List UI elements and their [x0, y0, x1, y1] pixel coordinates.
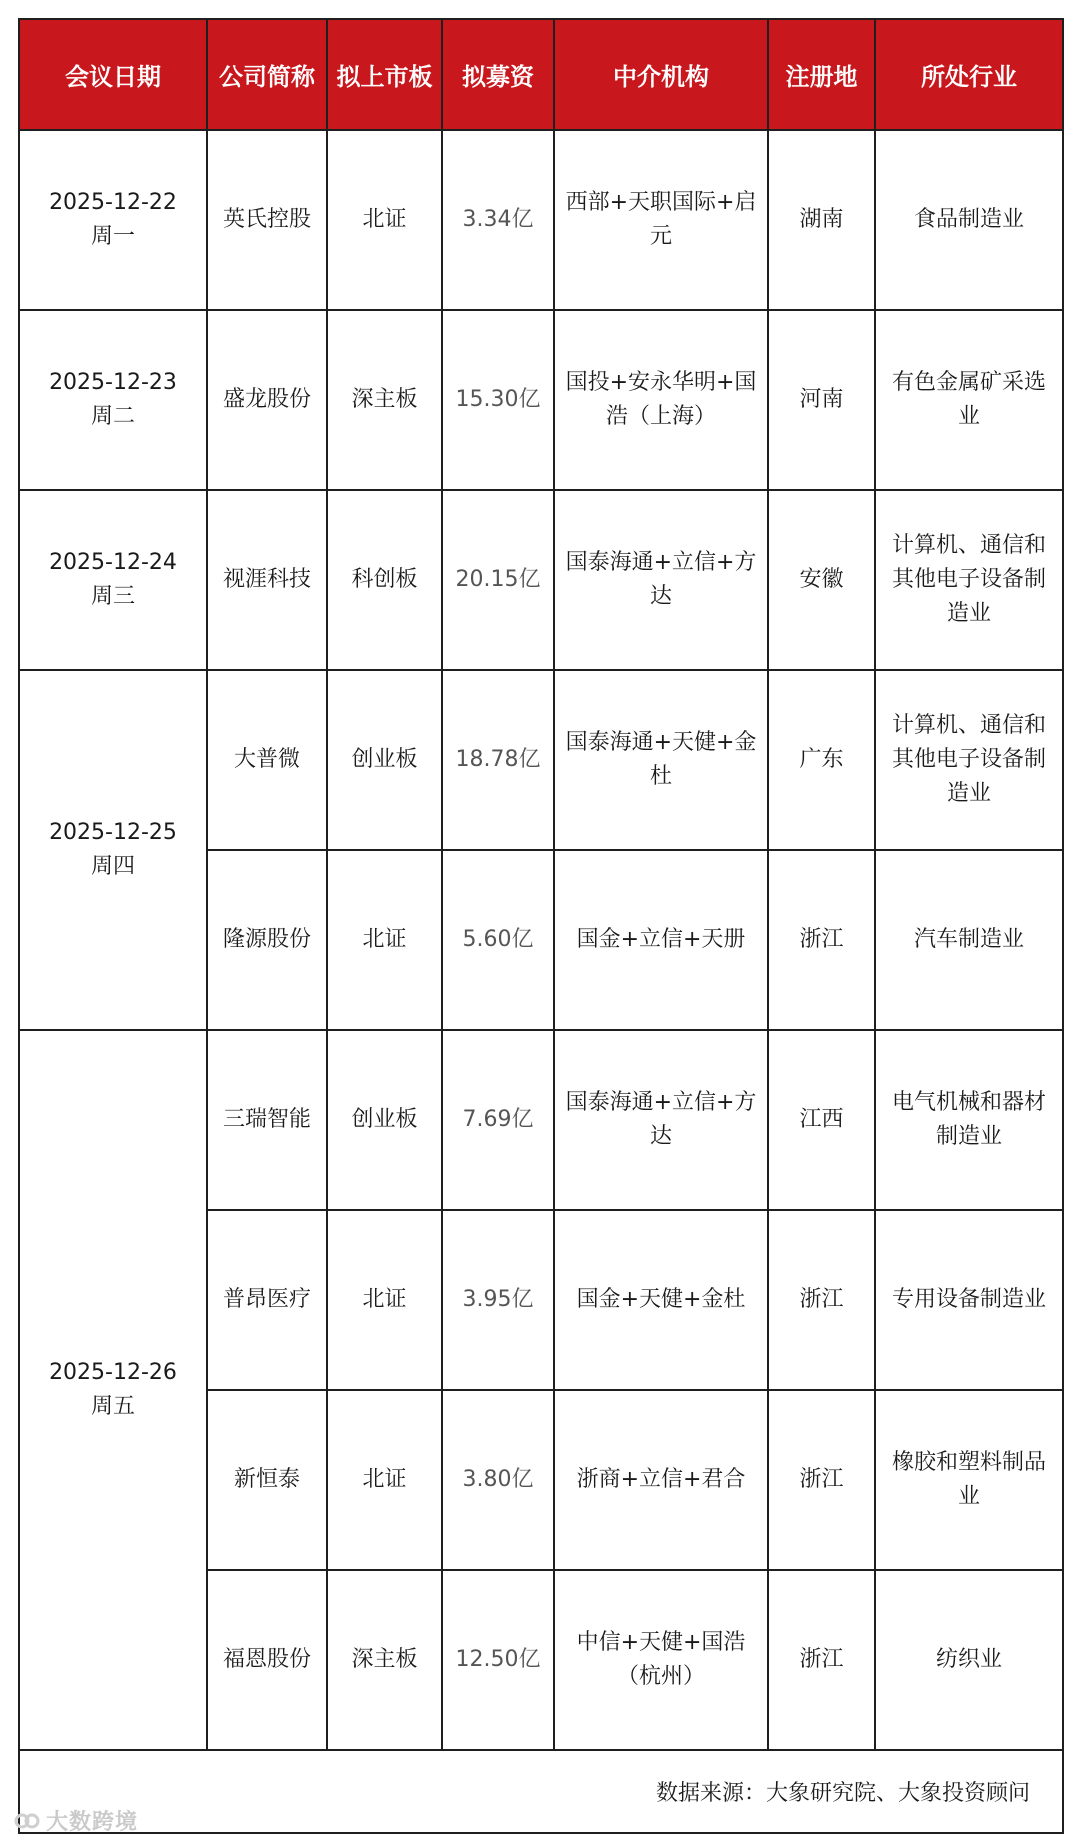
registered-region-cell: 浙江	[768, 850, 875, 1030]
fundraising-amount-cell: 3.34亿	[442, 130, 554, 310]
meeting-date: 2025-12-25	[49, 820, 177, 845]
table-row	[19, 670, 1063, 850]
fundraising-amount-cell: 12.50亿	[442, 1570, 554, 1750]
meeting-date-cell	[19, 310, 207, 490]
listing-board-cell: 北证	[327, 850, 442, 1030]
company-name-cell: 新恒泰	[207, 1390, 327, 1570]
watermark	[14, 1805, 138, 1836]
industry-cell: 橡胶和塑料制品业	[875, 1390, 1063, 1570]
industry-cell: 纺织业	[875, 1570, 1063, 1750]
company-name-cell: 英氏控股	[207, 130, 327, 310]
industry-cell: 汽车制造业	[875, 850, 1063, 1030]
intermediaries-cell: 国泰海通+天健+金杜	[554, 670, 768, 850]
meeting-date-cell	[19, 1030, 207, 1750]
registered-region-cell: 广东	[768, 670, 875, 850]
intermediaries-cell: 西部+天职国际+启元	[554, 130, 768, 310]
meeting-weekday: 周三	[90, 584, 135, 609]
meeting-weekday: 周五	[90, 1394, 135, 1419]
company-name-cell: 隆源股份	[207, 850, 327, 1030]
intermediaries-cell: 国泰海通+立信+方达	[554, 490, 768, 670]
registered-region-cell: 河南	[768, 310, 875, 490]
company-name-cell: 普昂医疗	[207, 1210, 327, 1390]
intermediaries-cell: 国投+安永华明+国浩（上海）	[554, 310, 768, 490]
meeting-date-cell	[19, 490, 207, 670]
fundraising-amount-cell: 5.60亿	[442, 850, 554, 1030]
listing-board-cell: 创业板	[327, 1030, 442, 1210]
registered-region-cell: 浙江	[768, 1570, 875, 1750]
intermediaries-cell: 浙商+立信+君合	[554, 1390, 768, 1570]
header-row	[19, 19, 1063, 130]
fundraising-amount-cell: 18.78亿	[442, 670, 554, 850]
industry-cell: 计算机、通信和其他电子设备制造业	[875, 490, 1063, 670]
industry-cell: 电气机械和器材制造业	[875, 1030, 1063, 1210]
listing-board-cell: 北证	[327, 130, 442, 310]
fundraising-amount-cell: 3.95亿	[442, 1210, 554, 1390]
fundraising-amount-cell: 15.30亿	[442, 310, 554, 490]
meeting-date: 2025-12-23	[49, 370, 177, 395]
source-note: 数据来源：大象研究院、大象投资顾问	[19, 1750, 1063, 1833]
meeting-date: 2025-12-22	[49, 190, 177, 215]
brand-logo-icon	[14, 1810, 40, 1832]
table-header	[19, 19, 1063, 130]
table-footer	[19, 1750, 1063, 1833]
intermediaries-cell: 国泰海通+立信+方达	[554, 1030, 768, 1210]
fundraising-amount-cell: 20.15亿	[442, 490, 554, 670]
company-name-cell: 福恩股份	[207, 1570, 327, 1750]
listing-board-cell: 科创板	[327, 490, 442, 670]
listing-board-cell: 北证	[327, 1390, 442, 1570]
registered-region-cell: 浙江	[768, 1390, 875, 1570]
table-row	[19, 1030, 1063, 1210]
intermediaries-cell: 中信+天健+国浩（杭州）	[554, 1570, 768, 1750]
meeting-weekday: 周四	[90, 854, 135, 879]
table-row	[19, 130, 1063, 310]
intermediaries-cell: 国金+立信+天册	[554, 850, 768, 1030]
fundraising-amount-cell: 7.69亿	[442, 1030, 554, 1210]
fundraising-amount-cell: 3.80亿	[442, 1390, 554, 1570]
table-body	[19, 130, 1063, 1750]
listing-board-cell: 深主板	[327, 1570, 442, 1750]
listing-board-cell: 北证	[327, 1210, 442, 1390]
table-row	[19, 310, 1063, 490]
header-listing-board: 拟上市板	[327, 19, 442, 130]
registered-region-cell: 浙江	[768, 1210, 875, 1390]
meeting-weekday: 周一	[90, 224, 135, 249]
listing-board-cell: 深主板	[327, 310, 442, 490]
meeting-date: 2025-12-26	[49, 1360, 177, 1385]
registered-region-cell: 湖南	[768, 130, 875, 310]
registered-region-cell: 安徽	[768, 490, 875, 670]
industry-cell: 有色金属矿采选业	[875, 310, 1063, 490]
watermark-text: 大数跨境	[46, 1810, 139, 1835]
header-fundraising: 拟募资	[442, 19, 554, 130]
header-company-name: 公司简称	[207, 19, 327, 130]
header-registered-region: 注册地	[768, 19, 875, 130]
industry-cell: 计算机、通信和其他电子设备制造业	[875, 670, 1063, 850]
registered-region-cell: 江西	[768, 1030, 875, 1210]
table-row	[19, 490, 1063, 670]
meeting-date-cell	[19, 670, 207, 1030]
listing-board-cell: 创业板	[327, 670, 442, 850]
intermediaries-cell: 国金+天健+金杜	[554, 1210, 768, 1390]
meeting-date: 2025-12-24	[49, 550, 177, 575]
header-intermediaries: 中介机构	[554, 19, 768, 130]
header-industry: 所处行业	[875, 19, 1063, 130]
company-name-cell: 视涯科技	[207, 490, 327, 670]
meeting-weekday: 周二	[90, 404, 135, 429]
industry-cell: 专用设备制造业	[875, 1210, 1063, 1390]
meeting-date-cell	[19, 130, 207, 310]
industry-cell: 食品制造业	[875, 130, 1063, 310]
source-row	[19, 1750, 1063, 1833]
header-meeting-date: 会议日期	[19, 19, 207, 130]
company-name-cell: 盛龙股份	[207, 310, 327, 490]
company-name-cell: 三瑞智能	[207, 1030, 327, 1210]
company-name-cell: 大普微	[207, 670, 327, 850]
ipo-meeting-schedule-table	[18, 18, 1064, 1834]
